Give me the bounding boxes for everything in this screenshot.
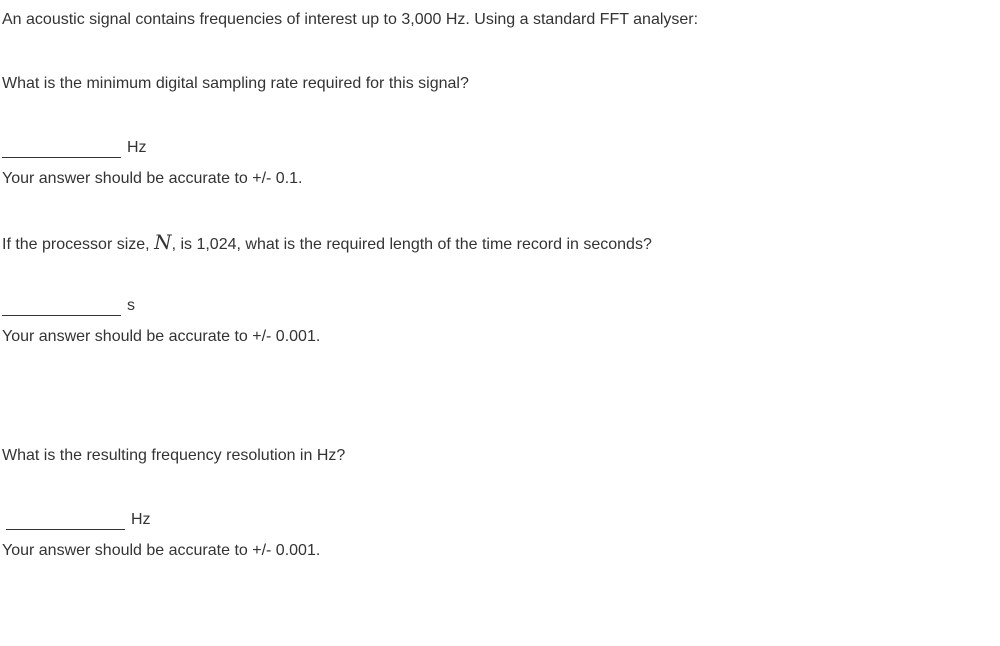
question-3-answer-input[interactable] [6, 511, 125, 530]
question-3-accuracy-note: Your answer should be accurate to +/- 0.001. [2, 542, 321, 559]
question-3-prompt: What is the resulting frequency resolution in Hz? [2, 447, 346, 464]
question-2-accuracy-note: Your answer should be accurate to +/- 0.001. [2, 328, 321, 345]
question-2-prompt [2, 232, 652, 255]
processor-size-variable: N [154, 230, 172, 254]
question-2-answer-row [2, 296, 135, 316]
question-1-unit: Hz [127, 139, 147, 156]
intro-text: An acoustic signal contains frequencies of interest up to 3,000 Hz. Using a standard FFT analyser: [2, 11, 699, 28]
question-2-answer-input[interactable] [2, 297, 121, 316]
question-1-prompt: What is the minimum digital sampling rate required for this signal? [2, 75, 469, 92]
question-1-answer-row [2, 138, 147, 158]
question-1-accuracy-note: Your answer should be accurate to +/- 0.1. [2, 170, 303, 187]
question-3-answer-row [6, 510, 151, 530]
question-1-answer-input[interactable] [2, 139, 121, 158]
question-2-unit: s [127, 297, 135, 314]
question-2-prompt-before: If the processor size, [2, 236, 155, 253]
question-3-unit: Hz [131, 511, 151, 528]
question-2-prompt-after: , is 1,024, what is the required length of the time record in seconds? [171, 236, 652, 253]
